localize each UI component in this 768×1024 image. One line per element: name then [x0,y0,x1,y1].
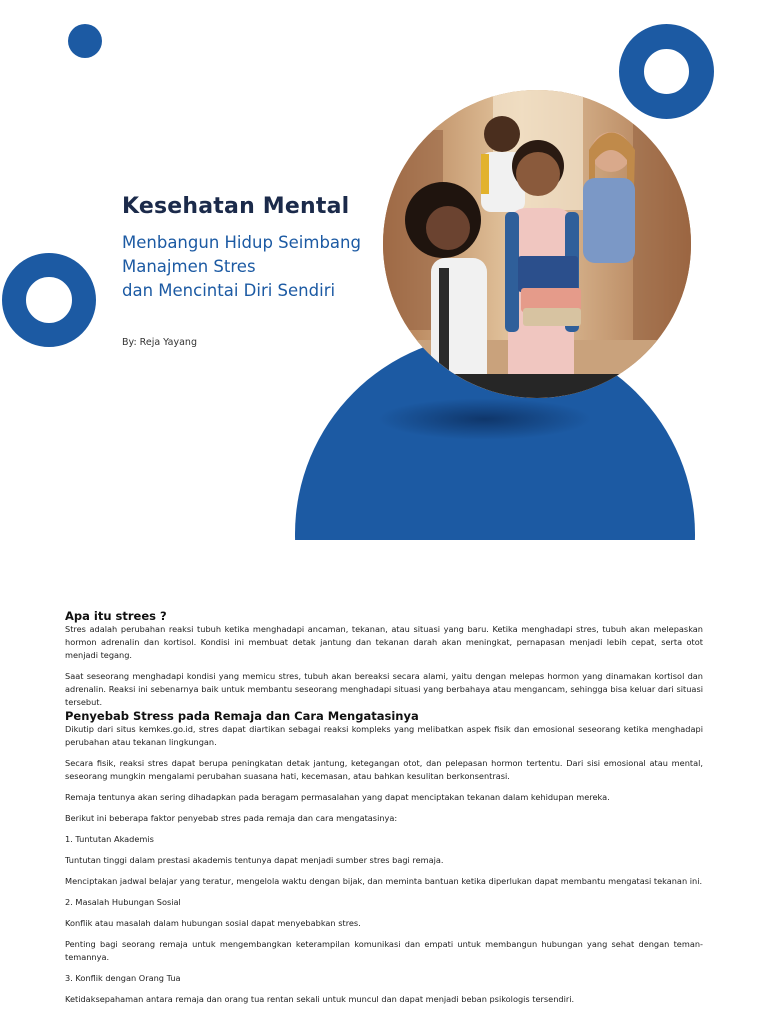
paragraph: Saat seseorang menghadapi kondisi yang memicu stres, tubuh akan bereaksi secara alami, yaitu dengan melepas hormon yang dinamakan kortisol dan adrenalin. Reaksi ini sebenarnya baik untuk membantu seseorang menghadapi situasi yang berbahaya atau mengancam, sehingga bisa keluar dari situasi tersebut. [65,671,703,707]
cover-title: Kesehatan Mental [122,194,350,219]
list-item-title: 3. Konflik dengan Orang Tua [65,973,181,983]
paragraph: Secara fisik, reaksi stres dapat berupa peningkatan detak jantung, ketegangan otot, dan pelepasan hormon tertentu. Dari sisi emosional atau mental, seseorang mungkin mengalami perubahan suasana hati, kecemasan, atau bahkan kesulitan berkonsentrasi. [65,758,703,781]
heading-what-is-stress: Apa itu strees ? [65,609,167,623]
cover-subtitle-line-2: Manajmen Stres [122,257,256,276]
cover-subtitle-line-1: Menbangun Hidup Seimbang [122,233,361,252]
paragraph: Ketidaksepahaman antara remaja dan orang tua rentan sekali untuk muncul dan dapat menjadi beban psikologis tersendiri. [65,994,575,1004]
decorative-ring-top-right [619,24,714,119]
decorative-dot [68,24,102,58]
decorative-shadow [377,398,592,440]
cover-subtitle-line-3: dan Mencintai Diri Sendiri [122,281,336,300]
paragraph: Remaja tentunya akan sering dihadapkan pada beragam permasalahan yang dapat menciptakan tekanan dalam kehidupan mereka. [65,792,610,802]
article-body [65,609,703,1006]
cover-photo [383,90,691,398]
paragraph: Stres adalah perubahan reaksi tubuh ketika menghadapi ancaman, tekanan, atau situasi yang baru. Ketika menghadapi stres, tubuh akan melepaskan hormon adrenalin dan kortisol. Kondisi ini membuat detak jantung dan tekanan darah akan meningkat, pernapasan menjadi lebih cepat, serta otot menjadi tegang. [65,624,703,660]
paragraph: Penting bagi seorang remaja untuk mengembangkan keterampilan komunikasi dan empati untuk membangun hubungan yang sehat dengan teman-temannya. [65,939,703,962]
list-item-title: 2. Masalah Hubungan Sosial [65,897,181,907]
heading-causes: Penyebab Stress pada Remaja dan Cara Mengatasinya [65,709,419,723]
author-byline: By: Reja Yayang [122,337,197,348]
paragraph: Konflik atau masalah dalam hubungan sosial dapat menyebabkan stres. [65,918,361,928]
paragraph: Berikut ini beberapa faktor penyebab stres pada remaja dan cara mengatasinya: [65,813,398,823]
decorative-ring-left [2,253,96,347]
paragraph: Tuntutan tinggi dalam prestasi akademis tentunya dapat menjadi sumber stres bagi remaja. [65,855,444,865]
list-item-title: 1. Tuntutan Akademis [65,834,154,844]
paragraph: Dikutip dari situs kemkes.go.id, stres dapat diartikan sebagai reaksi kompleks yang melibatkan aspek fisik dan emosional seseorang ketika menghadapi perubahan atau tekanan lingkungan. [65,724,703,747]
paragraph: Menciptakan jadwal belajar yang teratur, mengelola waktu dengan bijak, dan meminta bantuan ketika diperlukan dapat membantu mengatasi tekanan ini. [65,876,703,886]
